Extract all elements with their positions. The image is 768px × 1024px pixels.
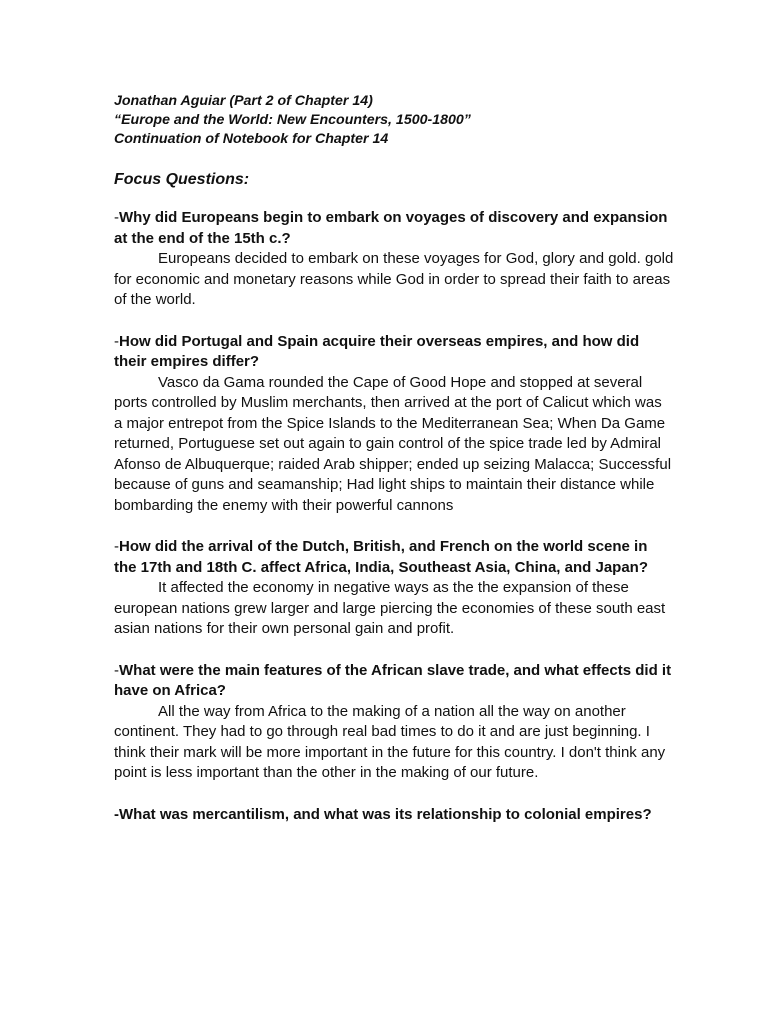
question-text <box>114 537 674 578</box>
question-dash: - <box>114 209 119 226</box>
question-section <box>114 661 674 784</box>
focus-questions-heading: Focus Questions: <box>114 171 250 188</box>
question-body: Why did Europeans begin to embark on voyages of discovery and expansion at the end of the 15th c.? <box>114 209 668 247</box>
question-text <box>114 332 674 373</box>
chapter-title-line: “Europe and the World: New Encounters, 1500-1800” <box>114 112 471 128</box>
question-text <box>114 661 674 702</box>
author-title-line: Jonathan Aguiar (Part 2 of Chapter 14) <box>114 93 373 109</box>
answer-text: Europeans decided to embark on these voyages for God, glory and gold. gold for economic and monetary reasons while God in order to spread their faith to areas of the world. <box>114 250 674 308</box>
question-body: What were the main features of the African slave trade, and what effects did it have on Africa? <box>114 661 672 699</box>
question-text <box>114 208 674 249</box>
question-section <box>114 208 674 311</box>
notebook-title-line: Continuation of Notebook for Chapter 14 <box>114 131 389 147</box>
question-dash: - <box>114 538 119 555</box>
question-dash: - <box>114 332 119 350</box>
answer-text: All the way from Africa to the making of a nation all the way on another continent. They had to go through real bad times to do it and are just beginning. I think their mark will be more important in the future for this country. I don't think any point is less important than the other in the making of our future. <box>114 702 666 781</box>
question-text <box>114 805 674 826</box>
question-section <box>114 805 674 826</box>
question-dash: - <box>114 661 119 679</box>
document-page <box>114 92 674 825</box>
question-body: How did the arrival of the Dutch, British, and French on the world scene in the 17th and 18th C. affect Africa, India, Southeast Asia, China, and Japan? <box>114 538 648 576</box>
question-body: -What was mercantilism, and what was its relationship to colonial empires? <box>114 805 652 823</box>
question-section <box>114 332 674 517</box>
answer-text: Vasco da Gama rounded the Cape of Good Hope and stopped at several ports controlled by Muslim merchants, then arrived at the port of Calicut which was a major entrepot from the Spice Islands to the Mediterranean Sea; When Da Game returned, Portuguese set out again to gain control of the spice trade led by Admiral Afonso de Albuquerque; raided Arab shipper; ended up seizing Malacca; Successful because of guns and seamanship; Had light ships to maintain their distance while bombarding the enemy with their powerful cannons <box>114 373 672 514</box>
question-section <box>114 537 674 640</box>
answer-text: It affected the economy in negative ways as the the expansion of these european nations grew larger and large piercing the economies of these south east asian nations for their own personal gain and profit. <box>114 579 666 637</box>
question-body: How did Portugal and Spain acquire their overseas empires, and how did their empires differ? <box>114 332 640 370</box>
